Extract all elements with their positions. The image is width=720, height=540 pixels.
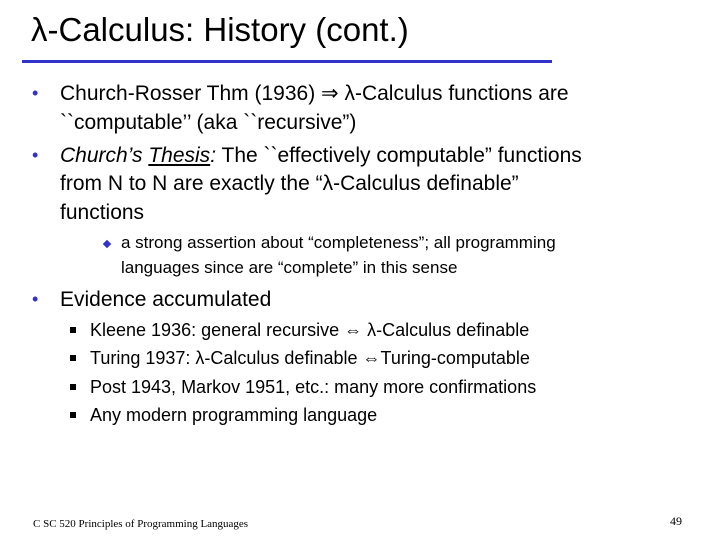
bullet-2-line-1-rest: The ``effectively computable” functions — [216, 144, 582, 167]
sub-bullet-line-2: languages since are “complete” in this sense — [121, 258, 458, 277]
bullet-icon: • — [32, 289, 39, 309]
bullet-1-line-2: ``computable’’ (aka ``recursive”) — [60, 111, 357, 134]
bullet-2-line-1 — [60, 140, 582, 171]
bullet-3-text: Evidence accumulated — [60, 288, 272, 311]
bullet-icon: • — [32, 83, 39, 103]
square-bullet-icon — [70, 412, 76, 418]
churchs-label: Church’s — [60, 144, 149, 167]
sub-bullet-line-1: a strong assertion about “completeness”; all programming — [121, 233, 556, 252]
bullet-icon: • — [32, 145, 39, 165]
thesis-label: Thesis — [148, 144, 211, 167]
evidence-item-4: Any modern programming language — [90, 405, 378, 425]
bullet-2-line-3: functions — [60, 201, 145, 224]
square-bullet-icon — [70, 384, 76, 390]
slide-title: λ-Calculus: History (cont.) — [31, 11, 409, 48]
square-bullet-icon — [70, 355, 76, 361]
title-underline-rule — [22, 60, 552, 63]
evidence-item-2: Turing 1937: λ-Calculus definable ⇔Turing-computable — [90, 348, 530, 368]
evidence-item-3: Post 1943, Markov 1951, etc.: many more confirmations — [90, 377, 537, 397]
square-bullet-icon — [70, 327, 76, 333]
diamond-bullet-icon — [103, 240, 111, 248]
footer-course-name: C SC 520 Principles of Programming Languages — [33, 518, 249, 530]
bullet-1-line-1: Church-Rosser Thm (1936) ⇒ λ-Calculus functions are — [60, 82, 569, 105]
page-number: 49 — [670, 514, 682, 528]
evidence-item-1: Kleene 1936: general recursive ⇔ λ-Calculus definable — [90, 320, 530, 340]
thesis-colon: : — [210, 144, 217, 167]
bullet-2-line-2: from N to N are exactly the “λ-Calculus definable” — [60, 172, 519, 195]
